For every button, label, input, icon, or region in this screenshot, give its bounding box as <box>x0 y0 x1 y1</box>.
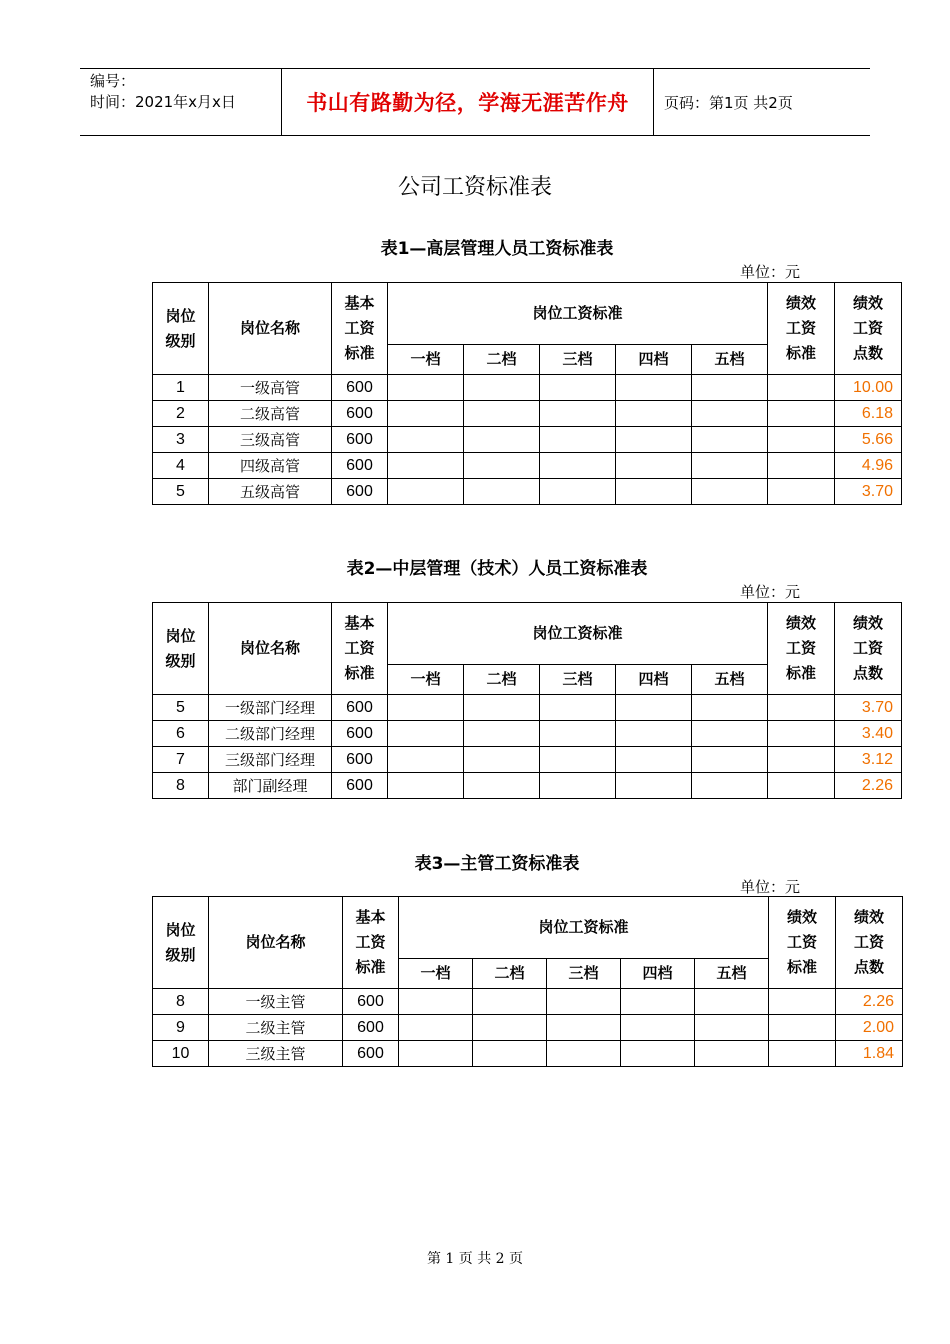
table-row <box>153 479 902 505</box>
cell-grade-3 <box>547 1041 621 1067</box>
cell-perf-standard <box>768 401 835 427</box>
cell-level: 8 <box>153 773 209 799</box>
table-row <box>153 427 902 453</box>
col-name: 岗位名称 <box>209 283 332 375</box>
col-perf-standard-line: 标准 <box>786 958 817 976</box>
cell-grade-1 <box>388 747 464 773</box>
document-title: 公司工资标准表 <box>397 175 552 200</box>
col-level-line: 级别 <box>165 945 196 964</box>
cell-grade-4 <box>616 453 692 479</box>
cell-level: 5 <box>153 479 209 505</box>
col-grade-5: 五档 <box>692 665 768 695</box>
cell-level: 4 <box>153 453 209 479</box>
col-perf-standard-line: 绩效 <box>785 294 816 312</box>
col-perf-points-line: 点数 <box>852 344 883 362</box>
col-perf-points-line: 绩效 <box>852 614 883 632</box>
col-perf-standard-line: 标准 <box>785 344 816 362</box>
col-level-line: 岗位 <box>165 626 196 645</box>
col-base <box>343 897 399 989</box>
cell-position-name: 五级高管 <box>209 479 332 505</box>
cell-perf-standard <box>768 375 835 401</box>
salary-table-2 <box>152 602 902 799</box>
cell-level: 1 <box>153 375 209 401</box>
table-row <box>153 989 903 1015</box>
cell-grade-1 <box>388 453 464 479</box>
cell-grade-5 <box>695 989 769 1015</box>
col-grade-1: 一档 <box>388 665 464 695</box>
col-perf-points-line: 工资 <box>852 639 883 657</box>
col-grade-2: 二档 <box>464 665 540 695</box>
col-position-wage: 岗位工资标准 <box>399 897 769 959</box>
cell-base-wage: 600 <box>332 773 388 799</box>
col-grade-2: 二档 <box>464 345 540 375</box>
cell-grade-2 <box>464 773 540 799</box>
col-perf-points-line: 绩效 <box>853 908 884 926</box>
header-row <box>153 603 902 665</box>
cell-grade-2 <box>464 427 540 453</box>
col-level-line: 级别 <box>165 331 196 350</box>
cell-grade-5 <box>692 747 768 773</box>
col-base <box>332 603 388 695</box>
cell-position-name: 二级高管 <box>209 401 332 427</box>
table-1-unit: 单位：元 <box>740 263 801 281</box>
cell-perf-points: 2.26 <box>835 773 902 799</box>
table-row <box>153 695 902 721</box>
cell-grade-5 <box>692 401 768 427</box>
cell-base-wage: 600 <box>332 401 388 427</box>
cell-base-wage: 600 <box>332 695 388 721</box>
col-perf-points-line: 工资 <box>852 319 883 337</box>
cell-grade-1 <box>388 479 464 505</box>
col-perf-standard <box>769 897 836 989</box>
cell-position-name: 一级高管 <box>209 375 332 401</box>
cell-grade-1 <box>388 401 464 427</box>
cell-position-name: 一级主管 <box>209 989 343 1015</box>
cell-grade-3 <box>540 747 616 773</box>
cell-perf-standard <box>768 453 835 479</box>
cell-level: 9 <box>153 1015 209 1041</box>
col-perf-standard-line: 工资 <box>786 933 817 951</box>
cell-base-wage: 600 <box>332 453 388 479</box>
cell-grade-2 <box>464 401 540 427</box>
cell-position-name: 三级主管 <box>209 1041 343 1067</box>
col-perf-points-line: 绩效 <box>852 294 883 312</box>
cell-position-name: 三级高管 <box>209 427 332 453</box>
cell-perf-standard <box>769 989 836 1015</box>
header-row <box>153 283 902 345</box>
cell-grade-3 <box>540 773 616 799</box>
cell-grade-3 <box>540 375 616 401</box>
col-level-line: 岗位 <box>165 920 196 939</box>
cell-grade-3 <box>547 1015 621 1041</box>
col-perf-points-line: 点数 <box>853 958 884 976</box>
col-name: 岗位名称 <box>209 897 343 989</box>
cell-position-name: 三级部门经理 <box>209 747 332 773</box>
header-row <box>153 897 903 959</box>
header-motto: 书山有路勤为径，学海无涯苦作舟 <box>281 69 654 135</box>
cell-grade-4 <box>616 427 692 453</box>
cell-grade-3 <box>540 427 616 453</box>
col-level-line: 级别 <box>165 651 196 670</box>
salary-table-1 <box>152 282 902 505</box>
cell-grade-1 <box>388 773 464 799</box>
cell-grade-1 <box>399 1015 473 1041</box>
cell-base-wage: 600 <box>332 375 388 401</box>
cell-grade-3 <box>540 479 616 505</box>
table-3-unit: 单位：元 <box>740 878 801 896</box>
table-row <box>153 721 902 747</box>
cell-grade-5 <box>692 773 768 799</box>
cell-grade-3 <box>540 453 616 479</box>
col-perf-standard-line: 标准 <box>785 664 816 682</box>
cell-perf-standard <box>768 427 835 453</box>
cell-perf-standard <box>768 479 835 505</box>
cell-grade-5 <box>692 721 768 747</box>
col-position-wage: 岗位工资标准 <box>388 283 768 345</box>
col-grade-5: 五档 <box>692 345 768 375</box>
time-label: 时间：2021年x月x日 <box>90 93 236 111</box>
cell-grade-5 <box>692 479 768 505</box>
table-row <box>153 375 902 401</box>
cell-perf-points: 5.66 <box>835 427 902 453</box>
cell-perf-standard <box>769 1041 836 1067</box>
cell-grade-4 <box>616 721 692 747</box>
cell-grade-2 <box>464 695 540 721</box>
cell-perf-points: 10.00 <box>835 375 902 401</box>
col-grade-4: 四档 <box>616 665 692 695</box>
cell-grade-5 <box>692 375 768 401</box>
col-level <box>153 283 209 375</box>
cell-level: 2 <box>153 401 209 427</box>
cell-grade-1 <box>399 1041 473 1067</box>
col-level <box>153 897 209 989</box>
cell-perf-standard <box>768 695 835 721</box>
cell-perf-points: 3.70 <box>835 479 902 505</box>
table-row <box>153 1041 903 1067</box>
col-base-line: 标准 <box>355 958 386 976</box>
cell-perf-points: 2.26 <box>836 989 903 1015</box>
cell-grade-4 <box>616 401 692 427</box>
col-base-line: 基本 <box>344 294 375 312</box>
salary-table-3 <box>152 896 903 1067</box>
cell-grade-2 <box>464 479 540 505</box>
cell-base-wage: 600 <box>332 747 388 773</box>
cell-perf-standard <box>768 773 835 799</box>
cell-level: 8 <box>153 989 209 1015</box>
col-level-line: 岗位 <box>165 306 196 325</box>
cell-base-wage: 600 <box>343 989 399 1015</box>
table-2-caption: 表2—中层管理（技术）人员工资标准表 <box>346 559 648 579</box>
cell-grade-2 <box>473 1041 547 1067</box>
table-row <box>153 773 902 799</box>
cell-grade-3 <box>540 721 616 747</box>
col-position-wage: 岗位工资标准 <box>388 603 768 665</box>
table-row <box>153 401 902 427</box>
col-grade-5: 五档 <box>695 959 769 989</box>
col-perf-standard-line: 绩效 <box>786 908 817 926</box>
page-header <box>80 68 870 136</box>
header-page-number: 页码：第1页 共2页 <box>664 93 793 112</box>
col-perf-standard <box>768 603 835 695</box>
col-perf-standard <box>768 283 835 375</box>
cell-grade-4 <box>616 747 692 773</box>
cell-grade-2 <box>473 989 547 1015</box>
cell-grade-4 <box>621 989 695 1015</box>
cell-base-wage: 600 <box>332 479 388 505</box>
col-grade-3: 三档 <box>540 345 616 375</box>
cell-grade-4 <box>616 695 692 721</box>
col-base <box>332 283 388 375</box>
cell-perf-points: 6.18 <box>835 401 902 427</box>
cell-grade-1 <box>388 721 464 747</box>
cell-grade-4 <box>616 375 692 401</box>
cell-grade-5 <box>695 1015 769 1041</box>
col-perf-points-line: 工资 <box>853 933 884 951</box>
col-name: 岗位名称 <box>209 603 332 695</box>
cell-grade-2 <box>473 1015 547 1041</box>
cell-level: 5 <box>153 695 209 721</box>
col-level <box>153 603 209 695</box>
col-grade-1: 一档 <box>399 959 473 989</box>
cell-position-name: 部门副经理 <box>209 773 332 799</box>
cell-grade-4 <box>621 1015 695 1041</box>
cell-grade-5 <box>692 453 768 479</box>
col-base-line: 标准 <box>344 344 375 362</box>
table-row <box>153 453 902 479</box>
col-base-line: 标准 <box>344 664 375 682</box>
cell-perf-points: 3.70 <box>835 695 902 721</box>
cell-perf-standard <box>768 721 835 747</box>
table-row <box>153 747 902 773</box>
cell-grade-2 <box>464 453 540 479</box>
cell-position-name: 四级高管 <box>209 453 332 479</box>
col-perf-points <box>835 283 902 375</box>
col-perf-points-line: 点数 <box>852 664 883 682</box>
cell-grade-1 <box>388 375 464 401</box>
cell-level: 3 <box>153 427 209 453</box>
col-grade-1: 一档 <box>388 345 464 375</box>
cell-base-wage: 600 <box>332 721 388 747</box>
cell-level: 7 <box>153 747 209 773</box>
code-label: 编号： <box>90 72 136 90</box>
cell-level: 6 <box>153 721 209 747</box>
table-1-caption: 表1—高层管理人员工资标准表 <box>380 239 614 259</box>
col-perf-points <box>835 603 902 695</box>
page-footer: 第 1 页 共 2 页 <box>426 1251 524 1267</box>
cell-grade-2 <box>464 375 540 401</box>
cell-grade-5 <box>692 427 768 453</box>
col-perf-standard-line: 绩效 <box>785 614 816 632</box>
cell-grade-3 <box>547 989 621 1015</box>
cell-grade-3 <box>540 401 616 427</box>
cell-perf-points: 3.40 <box>835 721 902 747</box>
col-base-line: 工资 <box>344 639 375 657</box>
col-grade-3: 三档 <box>540 665 616 695</box>
cell-grade-4 <box>616 773 692 799</box>
cell-grade-1 <box>388 427 464 453</box>
col-base-line: 基本 <box>355 908 386 926</box>
col-grade-4: 四档 <box>616 345 692 375</box>
col-grade-4: 四档 <box>621 959 695 989</box>
col-base-line: 工资 <box>355 933 386 951</box>
cell-grade-5 <box>692 695 768 721</box>
cell-position-name: 一级部门经理 <box>209 695 332 721</box>
cell-base-wage: 600 <box>332 427 388 453</box>
table-3-caption: 表3—主管工资标准表 <box>414 854 580 874</box>
cell-level: 10 <box>153 1041 209 1067</box>
col-base-line: 工资 <box>344 319 375 337</box>
table-2-unit: 单位：元 <box>740 583 801 601</box>
col-perf-points <box>836 897 903 989</box>
cell-position-name: 二级主管 <box>209 1015 343 1041</box>
col-perf-standard-line: 工资 <box>785 639 816 657</box>
cell-perf-standard <box>769 1015 836 1041</box>
cell-base-wage: 600 <box>343 1041 399 1067</box>
cell-perf-standard <box>768 747 835 773</box>
cell-perf-points: 1.84 <box>836 1041 903 1067</box>
cell-grade-1 <box>388 695 464 721</box>
cell-perf-points: 3.12 <box>835 747 902 773</box>
cell-grade-2 <box>464 721 540 747</box>
cell-grade-1 <box>399 989 473 1015</box>
cell-grade-3 <box>540 695 616 721</box>
cell-grade-2 <box>464 747 540 773</box>
cell-grade-4 <box>621 1041 695 1067</box>
table-row <box>153 1015 903 1041</box>
header-meta <box>80 69 281 135</box>
col-grade-3: 三档 <box>547 959 621 989</box>
cell-perf-points: 2.00 <box>836 1015 903 1041</box>
cell-perf-points: 4.96 <box>835 453 902 479</box>
cell-grade-5 <box>695 1041 769 1067</box>
cell-base-wage: 600 <box>343 1015 399 1041</box>
col-perf-standard-line: 工资 <box>785 319 816 337</box>
col-grade-2: 二档 <box>473 959 547 989</box>
cell-position-name: 二级部门经理 <box>209 721 332 747</box>
col-base-line: 基本 <box>344 614 375 632</box>
cell-grade-4 <box>616 479 692 505</box>
